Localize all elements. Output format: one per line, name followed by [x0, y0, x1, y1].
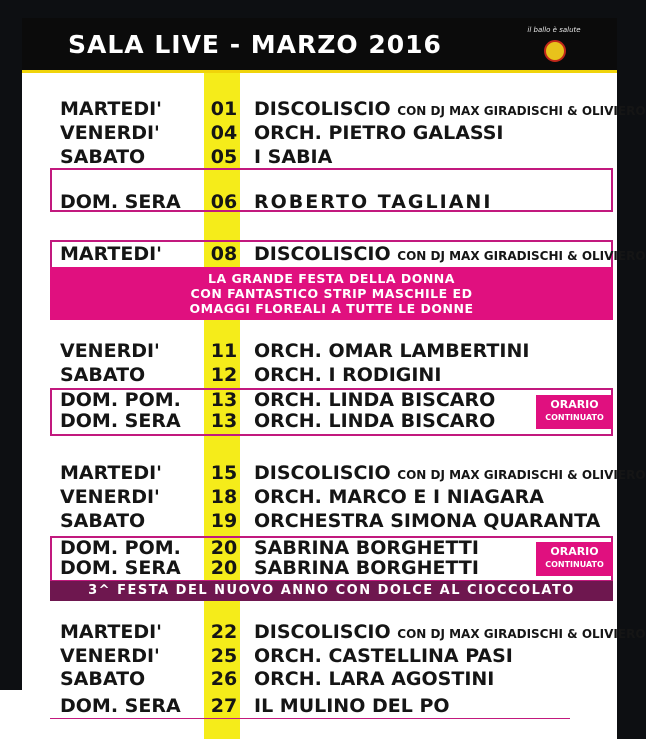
festa-donna-line3: OMAGGI FLOREALI A TUTTE LE DONNE — [189, 301, 474, 316]
box-dom-sera-27 — [50, 718, 570, 720]
schedule-row — [60, 364, 615, 388]
badge-line1: ORARIO — [550, 545, 599, 558]
schedule-row — [60, 621, 646, 645]
row-date: 04 — [210, 122, 238, 144]
schedule-row — [60, 486, 615, 510]
badge-line2: CONTINUATO — [545, 560, 604, 569]
event-poster — [22, 18, 646, 739]
poster-title: SALA LIVE - MARZO 2016 — [68, 30, 442, 59]
schedule-row — [60, 98, 646, 122]
venue-logo — [522, 26, 586, 66]
header-divider — [22, 70, 617, 73]
schedule-row — [60, 462, 646, 486]
row-date: 01 — [210, 98, 238, 120]
row-day: DOM. SERA — [60, 695, 181, 717]
row-act: ROBERTO TAGLIANI — [254, 191, 493, 213]
row-act: ORCH. OMAR LAMBERTINI — [254, 340, 530, 362]
schedule-row — [60, 191, 615, 215]
row-day: DOM. SERA — [60, 410, 181, 432]
row-date: 05 — [210, 146, 238, 168]
row-day: DOM. POM. — [60, 537, 181, 559]
row-day: SABATO — [60, 510, 146, 532]
row-date: 27 — [210, 695, 238, 717]
row-day: SABATO — [60, 146, 146, 168]
row-act-sub: CON DJ MAX GIRADISCHI & OLIVIERO — [397, 104, 646, 118]
row-act: SABRINA BORGHETTI — [254, 557, 479, 579]
row-date: 13 — [210, 410, 238, 432]
row-date: 12 — [210, 364, 238, 386]
row-date: 11 — [210, 340, 238, 362]
schedule-row — [60, 122, 615, 146]
festa-donna-banner — [50, 267, 613, 320]
row-date: 19 — [210, 510, 238, 532]
poster-header — [22, 18, 617, 70]
row-act: ORCH. I RODIGINI — [254, 364, 442, 386]
row-day: MARTEDI' — [60, 621, 162, 643]
row-day: SABATO — [60, 668, 146, 690]
row-date: 15 — [210, 462, 238, 484]
row-date: 26 — [210, 668, 238, 690]
row-date: 22 — [210, 621, 238, 643]
row-day: MARTEDI' — [60, 462, 162, 484]
festa-donna-line2: CON FANTASTICO STRIP MASCHILE ED — [190, 286, 473, 301]
row-date: 06 — [210, 191, 238, 213]
schedule-row — [60, 340, 615, 364]
row-date: 25 — [210, 645, 238, 667]
row-date: 18 — [210, 486, 238, 508]
row-act: ORCH. CASTELLINA PASI — [254, 645, 513, 667]
row-act — [254, 98, 646, 120]
schedule-row — [60, 668, 615, 692]
row-act-name: DISCOLISCIO — [254, 462, 391, 484]
row-act — [254, 243, 646, 265]
row-act-sub: CON DJ MAX GIRADISCHI & OLIVIERO — [397, 468, 646, 482]
row-act-name: DISCOLISCIO — [254, 621, 391, 643]
schedule-row — [60, 410, 615, 434]
row-day: VENERDI' — [60, 645, 160, 667]
row-act: ORCH. LINDA BISCARO — [254, 389, 496, 411]
festa-nuovo-anno-banner: 3^ FESTA DEL NUOVO ANNO CON DOLCE AL CIOCCOLATO — [50, 581, 613, 601]
row-act: ORCHESTRA SIMONA QUARANTA — [254, 510, 601, 532]
schedule-row — [60, 645, 615, 669]
schedule-row — [60, 510, 615, 534]
row-day: VENERDI' — [60, 340, 160, 362]
row-act: ORCH. LARA AGOSTINI — [254, 668, 495, 690]
badge-line1: ORARIO — [550, 398, 599, 411]
row-day: DOM. SERA — [60, 557, 181, 579]
logo-emblem-icon — [544, 40, 566, 62]
row-act: ORCH. LINDA BISCARO — [254, 410, 496, 432]
row-act: SABRINA BORGHETTI — [254, 537, 479, 559]
row-act-name: DISCOLISCIO — [254, 98, 391, 120]
row-date: 08 — [210, 243, 238, 265]
row-act-sub: CON DJ MAX GIRADISCHI & OLIVIERO — [397, 249, 646, 263]
schedule-row — [60, 695, 615, 719]
row-date: 20 — [210, 537, 238, 559]
row-date: 13 — [210, 389, 238, 411]
schedule-row — [60, 146, 615, 170]
row-day: MARTEDI' — [60, 243, 162, 265]
row-act — [254, 621, 646, 643]
row-day: DOM. SERA — [60, 191, 181, 213]
row-day: MARTEDI' — [60, 98, 162, 120]
row-act-name: DISCOLISCIO — [254, 243, 391, 265]
schedule-row — [60, 557, 615, 581]
badge-line2: CONTINUATO — [545, 413, 604, 422]
row-act — [254, 462, 646, 484]
row-date: 20 — [210, 557, 238, 579]
festa-donna-line1: LA GRANDE FESTA DELLA DONNA — [208, 271, 455, 286]
row-act: IL MULINO DEL PO — [254, 695, 450, 717]
row-act: ORCH. PIETRO GALASSI — [254, 122, 504, 144]
row-act-sub: CON DJ MAX GIRADISCHI & OLIVIERO — [397, 627, 646, 641]
schedule-row — [60, 243, 646, 267]
row-act: I SABIA — [254, 146, 333, 168]
row-day: VENERDI' — [60, 486, 160, 508]
row-day: DOM. POM. — [60, 389, 181, 411]
row-act: ORCH. MARCO E I NIAGARA — [254, 486, 545, 508]
row-day: SABATO — [60, 364, 146, 386]
logo-text: il ballo è salute — [527, 26, 581, 34]
page-edge — [0, 690, 22, 739]
row-day: VENERDI' — [60, 122, 160, 144]
